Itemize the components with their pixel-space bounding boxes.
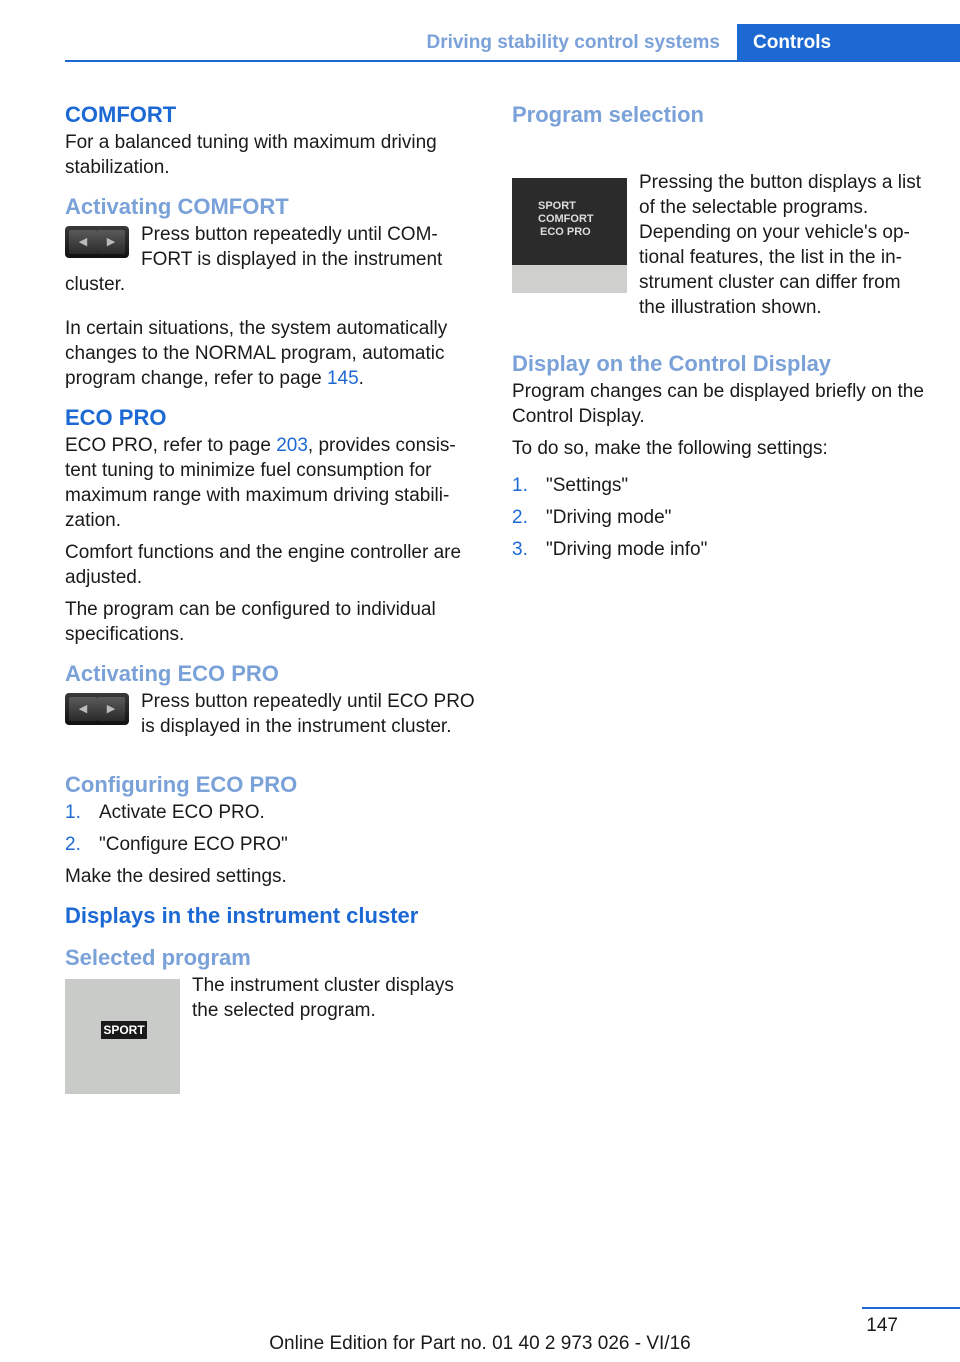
left-arrow-icon: ◀ [69, 697, 97, 721]
configured-text: The program can be configured to individual specifications. [65, 599, 436, 645]
list-item: 1. "Settings" [512, 475, 629, 496]
make-settings-text: Make the desired settings. [65, 866, 287, 887]
driving-mode-button-image [65, 693, 129, 725]
settings-steps [512, 473, 928, 562]
configuring-steps [65, 800, 475, 857]
activating-comfort-text: Press button repeatedly until COM- FORT is displayed in the instrument cluster. [65, 224, 443, 295]
comfort-functions-text: Comfort functions and the engine controller are adjusted. [65, 542, 462, 588]
selected-program-heading: Selected program [65, 945, 251, 970]
list-item: 2. "Configure ECO PRO" [65, 834, 288, 855]
displays-heading: Displays in the instrument cluster [65, 903, 419, 928]
activating-eco-block [65, 689, 475, 739]
selected-program-image [65, 979, 180, 1094]
section-title: Driving stability control systems [426, 32, 720, 53]
display-heading: Display on the Control Display [512, 351, 832, 376]
list-item: 1. Activate ECO PRO. [65, 802, 265, 823]
list-item: 3. "Driving mode info" [512, 539, 708, 560]
program-selection-heading: Program selection [512, 102, 704, 127]
selected-program-text: The instrument cluster displays the selected program. [192, 975, 454, 1021]
right-arrow-icon: ▶ [97, 697, 125, 721]
comfort-text: For a balanced tuning with maximum driving stabilization. [65, 132, 437, 178]
right-arrow-icon: ▶ [97, 230, 125, 254]
eco-pro-heading: ECO PRO [65, 405, 167, 430]
program-selection-block [512, 170, 928, 320]
activating-comfort-heading: Activating COMFORT [65, 194, 289, 219]
left-arrow-icon: ◀ [69, 230, 97, 254]
footer-edition: Online Edition for Part no. 01 40 2 973 026 - VI/16 [269, 1333, 691, 1354]
comfort-heading: COMFORT [65, 102, 177, 127]
left-column [65, 100, 475, 1098]
page-link-145[interactable]: 145 [326, 368, 359, 389]
activating-eco-text: Press button repeatedly until ECO PRO is displayed in the instrument cluster. [141, 691, 475, 737]
tab-controls[interactable] [737, 24, 960, 62]
activating-eco-heading: Activating ECO PRO [65, 661, 279, 686]
page-number-rule [862, 1307, 960, 1309]
situations-text: In certain situations, the system automatically changes to the NORMAL program, automatic program change, refer to page 145. [65, 318, 448, 389]
tab-label: Controls [753, 32, 832, 53]
eco-pro-text: ECO PRO, refer to page 203, provides consis- tent tuning to minimize fuel consumption for maximum range with maximum driving stabili- zation. [65, 435, 456, 531]
display-text: Program changes can be displayed briefly on the Control Display. [512, 381, 924, 427]
page-link-203[interactable]: 203 [276, 435, 308, 456]
sport-badge: SPORT [101, 1021, 147, 1039]
program-menu: SPORT COMFORT ECO PRO [538, 200, 594, 238]
to-do-text: To do so, make the following settings: [512, 438, 828, 459]
page-number: 147 [866, 1315, 898, 1336]
list-item: 2. "Driving mode" [512, 507, 672, 528]
header-rule [65, 60, 960, 62]
configuring-heading: Configuring ECO PRO [65, 772, 298, 797]
program-list-image [512, 178, 627, 293]
selected-program-block [65, 973, 475, 1037]
program-selection-text: Pressing the button displays a list of the selectable programs. Depending on your vehicle's op- tional features, the list in the in- strument cluster can differ from the illustration shown. [639, 172, 921, 318]
driving-mode-button-image [65, 226, 129, 258]
right-column [512, 100, 928, 569]
activating-comfort-block [65, 222, 475, 297]
